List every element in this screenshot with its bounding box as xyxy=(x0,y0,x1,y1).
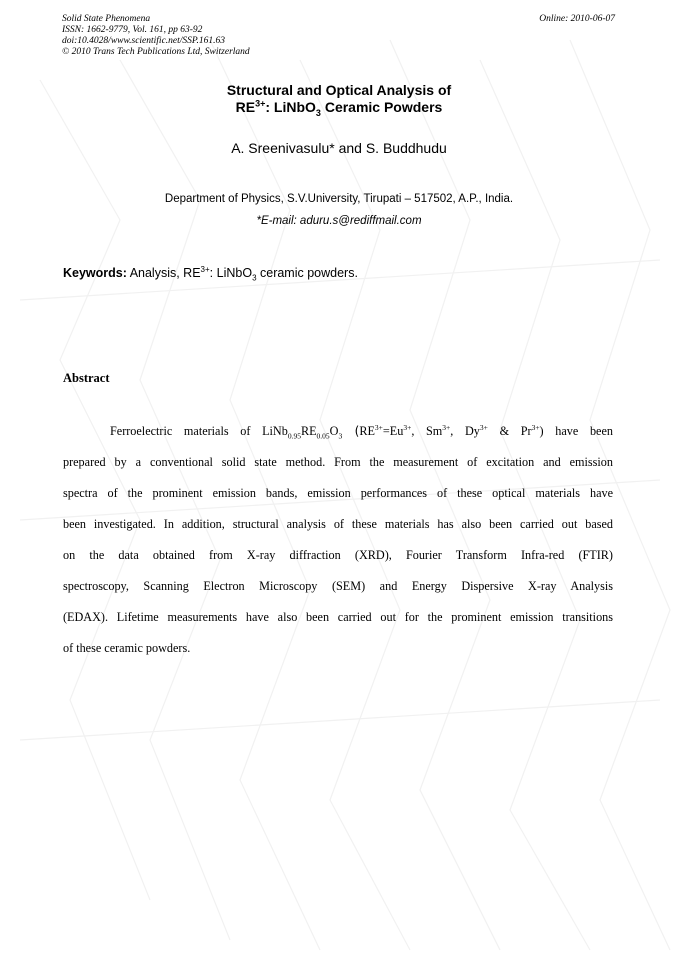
authors: A. Sreenivasulu* and S. Buddhudu xyxy=(231,140,447,156)
abstract-heading: Abstract xyxy=(63,371,110,385)
title-line-1: Structural and Optical Analysis of xyxy=(226,82,452,98)
abstract-line: been investigated. In addition, structural analysis of these materials has also been carried out based xyxy=(63,517,613,531)
affiliation: Department of Physics, S.V.University, Tirupati – 517502, A.P., India. xyxy=(164,193,514,205)
journal-name: Solid State Phenomena xyxy=(62,14,151,24)
journal-header xyxy=(62,14,250,58)
abstract-line: of these ceramic powders. xyxy=(63,641,191,655)
abstract-line: prepared by a conventional solid state method. From the measurement of excitation and emission xyxy=(63,455,613,469)
copyright-line: © 2010 Trans Tech Publications Ltd, Switzerland xyxy=(62,47,250,57)
keywords: Keywords: Analysis, $RE^{3+}$: LiNbO$_3$ ceramic powders. xyxy=(63,264,358,283)
abstract-line: Ferroelectric materials of $LiNb_{0.95}RE_{0.05}O_3$ ($RE^{3+}=Eu^{3+}$, $Sm^{3+}$, $Dy^{3+}$ & $Pr^{3+}$) have been xyxy=(110,422,613,441)
keywords-label: Keywords: xyxy=(63,266,127,280)
doi-line: doi:10.4028/www.scientific.net/SSP.161.63 xyxy=(62,36,225,46)
abstract-line: spectra of the prominent emission bands, emission performances of these optical materials have xyxy=(63,486,613,500)
online-date: Online: 2010-06-07 xyxy=(539,14,615,24)
issn-line: ISSN: 1662-9779, Vol. 161, pp 63-92 xyxy=(62,25,203,35)
title-line-2: $RE^{3+}$: LiNbO$_3$ Ceramic Powders xyxy=(235,98,443,118)
abstract-line: (EDAX). Lifetime measurements have also been carried out for the prominent emission transitions xyxy=(63,610,613,624)
paper-title xyxy=(0,82,678,116)
abstract-body xyxy=(63,416,613,664)
email: *E-mail: aduru.s@rediffmail.com xyxy=(256,215,422,227)
abstract-line: spectroscopy, Scanning Electron Microscopy (SEM) and Energy Dispersive X-ray Analysis xyxy=(63,579,613,593)
abstract-line: on the data obtained from X-ray diffraction (XRD), Fourier Transform Infra-red (FTIR) xyxy=(63,548,613,562)
